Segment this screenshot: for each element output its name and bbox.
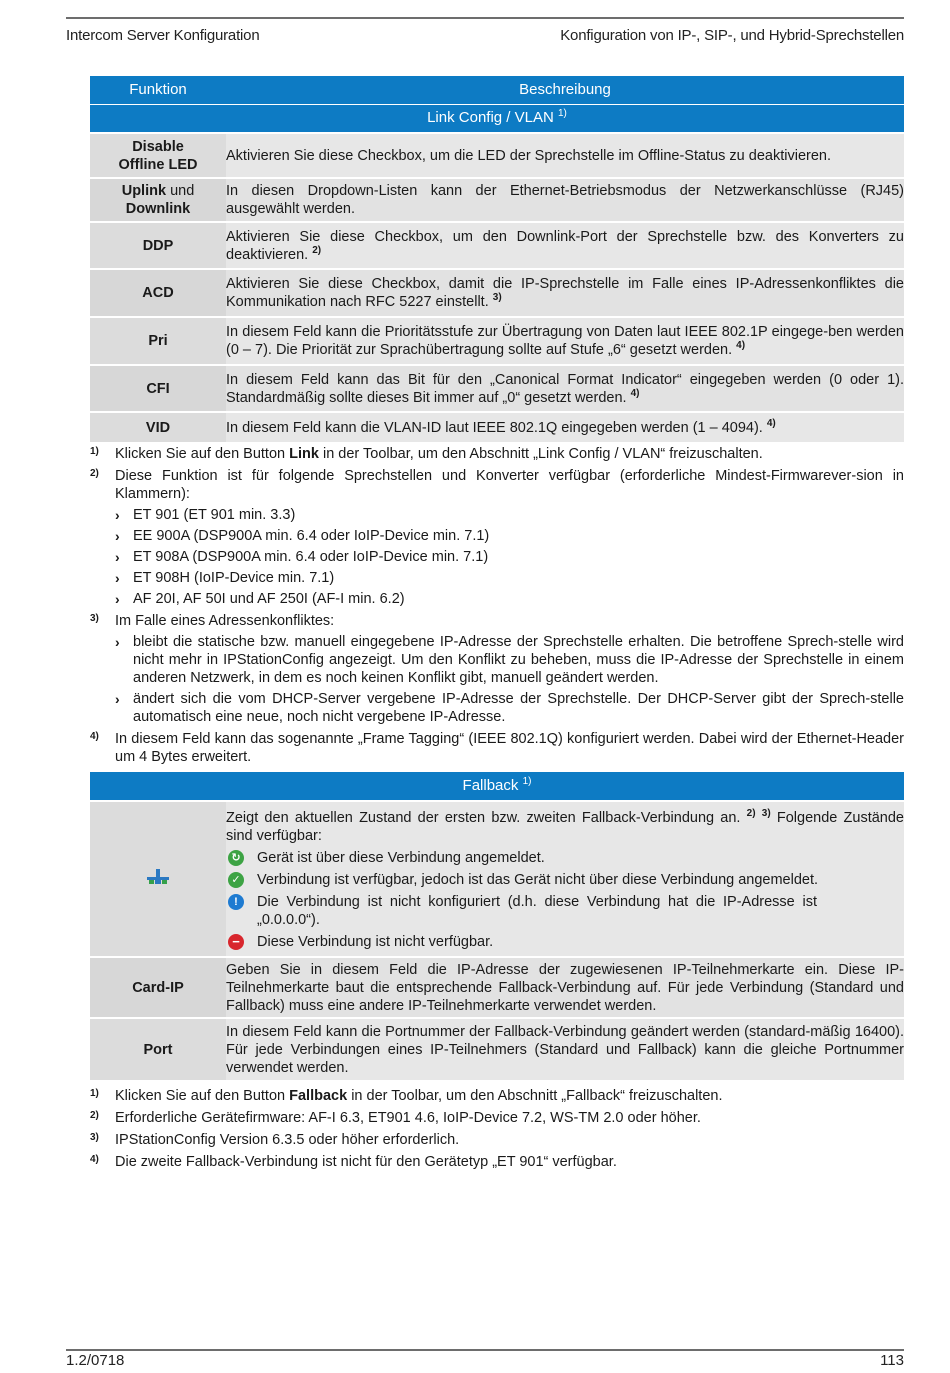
footnote-ref: 1) xyxy=(558,108,567,120)
row-description: In diesem Feld kann die Prioritätsstufe zur Übertragung von Daten laut IEEE 802.1P eingege-ben werden (0 – 7). Die Priorität zur Sprachübertragung sollte auf Stufe „6“ gesetzt werden. xyxy=(226,324,904,358)
fn-label: Uplink xyxy=(121,183,167,199)
section-link-config xyxy=(90,104,904,133)
table-row xyxy=(90,133,904,178)
footnote-text: IPStationConfig Version 6.3.5 oder höher erforderlich. xyxy=(115,1132,460,1148)
status-item xyxy=(226,893,904,929)
footnotes-link-config xyxy=(90,441,904,766)
red-minus-icon: − xyxy=(228,934,244,950)
fn-label: ACD xyxy=(90,269,226,317)
fn-label: VID xyxy=(90,412,226,442)
col-funktion: Funktion xyxy=(90,76,226,104)
footnote-ref: 2) xyxy=(746,807,756,819)
footnote-text: In diesem Feld kann das sogenannte „Frame Tagging“ (IEEE 802.1Q) konfiguriert werden. Dabei wird der Ethernet-Header um 4 Bytes erweitert. xyxy=(115,731,904,765)
footnote-number: 4) xyxy=(90,731,99,742)
footnote xyxy=(90,612,904,630)
footnote-text: in der Toolbar, um den Abschnitt „Fallback“ freizuschalten. xyxy=(351,1088,723,1104)
footnote-number: 3) xyxy=(90,1132,99,1143)
list-item-text: ET 901 (ET 901 min. 3.3) xyxy=(133,507,296,523)
header-right: Konfiguration von IP-, SIP-, und Hybrid-Sprechstellen xyxy=(560,27,904,44)
status-item xyxy=(226,849,904,867)
status-text: Verbindung ist verfügbar, jedoch ist das Gerät nicht über diese Verbindung angemeldet. xyxy=(257,871,819,888)
intro-text: Zeigt den aktuellen Zustand der ersten bzw. zweiten Fallback-Verbindung an. xyxy=(226,809,741,826)
button-name: Fallback xyxy=(289,1088,348,1104)
green-refresh-icon: ↻ xyxy=(228,850,244,866)
section-fallback xyxy=(90,772,904,801)
footnote xyxy=(90,1131,904,1149)
list-item xyxy=(90,690,904,726)
blue-info-icon: ! xyxy=(228,894,244,910)
status-text: Gerät ist über diese Verbindung angemeldet. xyxy=(257,849,545,866)
table-row xyxy=(90,365,904,412)
footnote-number: 1) xyxy=(90,1088,99,1099)
list-item xyxy=(90,527,904,545)
footnote-ref: 2) xyxy=(312,244,322,256)
footnote-ref: 4) xyxy=(766,417,776,429)
footnote xyxy=(90,467,904,503)
fn-label: Card-IP xyxy=(90,957,226,1018)
button-name: Link xyxy=(289,446,319,462)
page-footer xyxy=(66,1349,904,1373)
row-description: Aktivieren Sie diese Checkbox, damit die IP-Sprechstelle im Falle eines IP-Adressenkonfliktes die Kommunikation nach RFC 5227 einstellt. xyxy=(226,276,904,310)
fn-label: Offline LED xyxy=(118,156,198,173)
table-row xyxy=(90,269,904,317)
list-item-text: ET 908A (DSP900A min. 6.4 oder IoIP-Device min. 7.1) xyxy=(133,549,489,565)
list-item xyxy=(90,548,904,566)
section-title: Link Config / VLAN xyxy=(427,109,554,127)
footnote-number: 4) xyxy=(90,1154,99,1165)
link-config-table xyxy=(90,76,904,442)
row-description: Aktivieren Sie diese Checkbox, um die LED der Sprechstelle im Offline-Status zu deaktivieren. xyxy=(226,133,904,178)
footnote-ref: 3) xyxy=(761,807,771,819)
footnote-text: Die zweite Fallback-Verbindung ist nicht für den Gerätetyp „ET 901“ verfügbar. xyxy=(115,1154,617,1170)
footnote-text: Diese Funktion ist für folgende Sprechstellen und Konverter verfügbar (erforderliche Mindest-Firmwarever-sion in Klammern): xyxy=(115,468,904,502)
fn-label: DDP xyxy=(90,222,226,269)
page-number: 113 xyxy=(880,1352,904,1369)
row-description: In diesen Dropdown-Listen kann der Ethernet-Betriebsmodus der Netzwerkanschlüsse (RJ45) ausgewählt werden. xyxy=(226,178,904,222)
table-row xyxy=(90,1018,904,1080)
fn-label: Port xyxy=(90,1018,226,1080)
table-row xyxy=(90,957,904,1018)
col-beschreibung: Beschreibung xyxy=(226,76,904,104)
list-item xyxy=(90,590,904,608)
status-intro xyxy=(226,809,904,845)
row-description: Aktivieren Sie diese Checkbox, um den Downlink-Port der Sprechstelle bzw. des Konverters zu deaktivieren. xyxy=(226,228,904,263)
footnote-number: 2) xyxy=(90,1110,99,1121)
chevron-right-icon: › xyxy=(115,634,120,650)
network-connection-icon xyxy=(146,869,170,885)
table-row xyxy=(90,317,904,365)
table-row xyxy=(90,178,904,222)
header-left: Intercom Server Konfiguration xyxy=(66,27,260,44)
table-row xyxy=(90,222,904,269)
footnote-ref: 1) xyxy=(522,776,532,787)
table-row xyxy=(90,801,904,957)
intro-text: Folgende Zustände sind verfügbar: xyxy=(226,809,904,844)
table-header-row xyxy=(90,76,904,104)
footnote xyxy=(90,730,904,766)
footnote-ref: 4) xyxy=(736,340,746,352)
footnote xyxy=(90,1087,904,1105)
list-item xyxy=(90,569,904,587)
footnote-text: Klicken Sie auf den Button xyxy=(115,1088,286,1104)
status-text: Die Verbindung ist nicht konfiguriert (d.h. diese Verbindung hat die IP-Adresse ist „0.0.0.0“). xyxy=(257,893,817,928)
footnote-number: 1) xyxy=(90,446,99,457)
row-description: In diesem Feld kann die VLAN-ID laut IEEE 802.1Q eingegeben werden (1 – 4094). xyxy=(226,419,763,436)
fn-label: CFI xyxy=(90,365,226,412)
list-item xyxy=(90,633,904,687)
fn-label: Downlink xyxy=(125,201,191,217)
list-item-text: bleibt die statische bzw. manuell eingegebene IP-Adresse der Sprechstelle erhalten. Die betroffene Sprech-stelle wird nicht mehr in IPStationConfig angezeigt. Um den Konflikt zu beheben, muss die IP-Adresse der Sprechstelle in einem anderen Netzwerk, in dem es noch keinen Konflikt gibt, manuell geändert werden. xyxy=(133,634,904,686)
list-item-text: AF 20I, AF 50I und AF 250I (AF-I min. 6.2) xyxy=(133,591,405,607)
footnotes-fallback xyxy=(90,1083,904,1171)
status-item xyxy=(226,871,904,889)
footnote-ref: 3) xyxy=(492,292,502,304)
chevron-right-icon: › xyxy=(115,591,120,607)
section-title: Fallback xyxy=(462,777,519,794)
list-item xyxy=(90,506,904,524)
status-item xyxy=(226,933,904,951)
chevron-right-icon: › xyxy=(115,570,120,586)
footnote-text: in der Toolbar, um den Abschnitt „Link Config / VLAN“ freizuschalten. xyxy=(322,446,763,462)
fn-connector: und xyxy=(170,183,195,199)
table-row xyxy=(90,412,904,442)
footnote-number: 3) xyxy=(90,613,99,624)
list-item-text: ändert sich die vom DHCP-Server vergebene IP-Adresse der Sprechstelle. Der DHCP-Server gibt der Sprech-stelle automatisch eine neue, noch nicht vergebene IP-Adresse. xyxy=(133,691,904,725)
chevron-right-icon: › xyxy=(115,528,120,544)
footer-version: 1.2/0718 xyxy=(66,1352,125,1369)
green-check-icon: ✓ xyxy=(228,872,244,888)
fn-icon-cell xyxy=(90,801,226,957)
footnote-ref: 4) xyxy=(630,387,640,399)
row-description: Geben Sie in diesem Feld die IP-Adresse der zugewiesenen IP-Teilnehmerkarte ein. Diese IP-Teilnehmerkarte baut die entsprechende Fallback-Verbindung auf. Für jede Verbindung (Standard und Fallback) muss eine andere IP-Teilnehmerkarte verwendet werden. xyxy=(226,957,904,1018)
footnote-text: Erforderliche Gerätefirmware: AF-I 6.3, ET901 4.6, IoIP-Device 7.2, WS-TM 2.0 oder höher. xyxy=(115,1110,701,1126)
list-item-text: EE 900A (DSP900A min. 6.4 oder IoIP-Device min. 7.1) xyxy=(133,528,490,544)
chevron-right-icon: › xyxy=(115,691,120,707)
status-text: Diese Verbindung ist nicht verfügbar. xyxy=(257,933,494,950)
fallback-table xyxy=(90,772,904,1080)
chevron-right-icon: › xyxy=(115,549,120,565)
page-header xyxy=(66,17,904,45)
fn-label: Disable xyxy=(132,138,184,155)
footnote-text: Im Falle eines Adressenkonfliktes: xyxy=(115,613,335,629)
footnote-number: 2) xyxy=(90,468,99,479)
footnote xyxy=(90,1153,904,1171)
footnote xyxy=(90,1109,904,1127)
list-item-text: ET 908H (IoIP-Device min. 7.1) xyxy=(133,570,335,586)
chevron-right-icon: › xyxy=(115,507,120,523)
footnote xyxy=(90,445,904,463)
row-description: In diesem Feld kann das Bit für den „Canonical Format Indicator“ eingegeben werden (0 oder 1). Standardmäßig sollte dieses Bit immer auf „0“ gesetzt werden. xyxy=(226,371,904,406)
footnote-text: Klicken Sie auf den Button xyxy=(115,446,286,462)
fn-label: Pri xyxy=(90,317,226,365)
row-description: In diesem Feld kann die Portnummer der Fallback-Verbindung geändert werden (standard-mäßig 16400). Für jede Verbindungen eines IP-Teilnehmers (Standard und Fallback) kann die gleiche Portnummer verwendet werden. xyxy=(226,1018,904,1080)
